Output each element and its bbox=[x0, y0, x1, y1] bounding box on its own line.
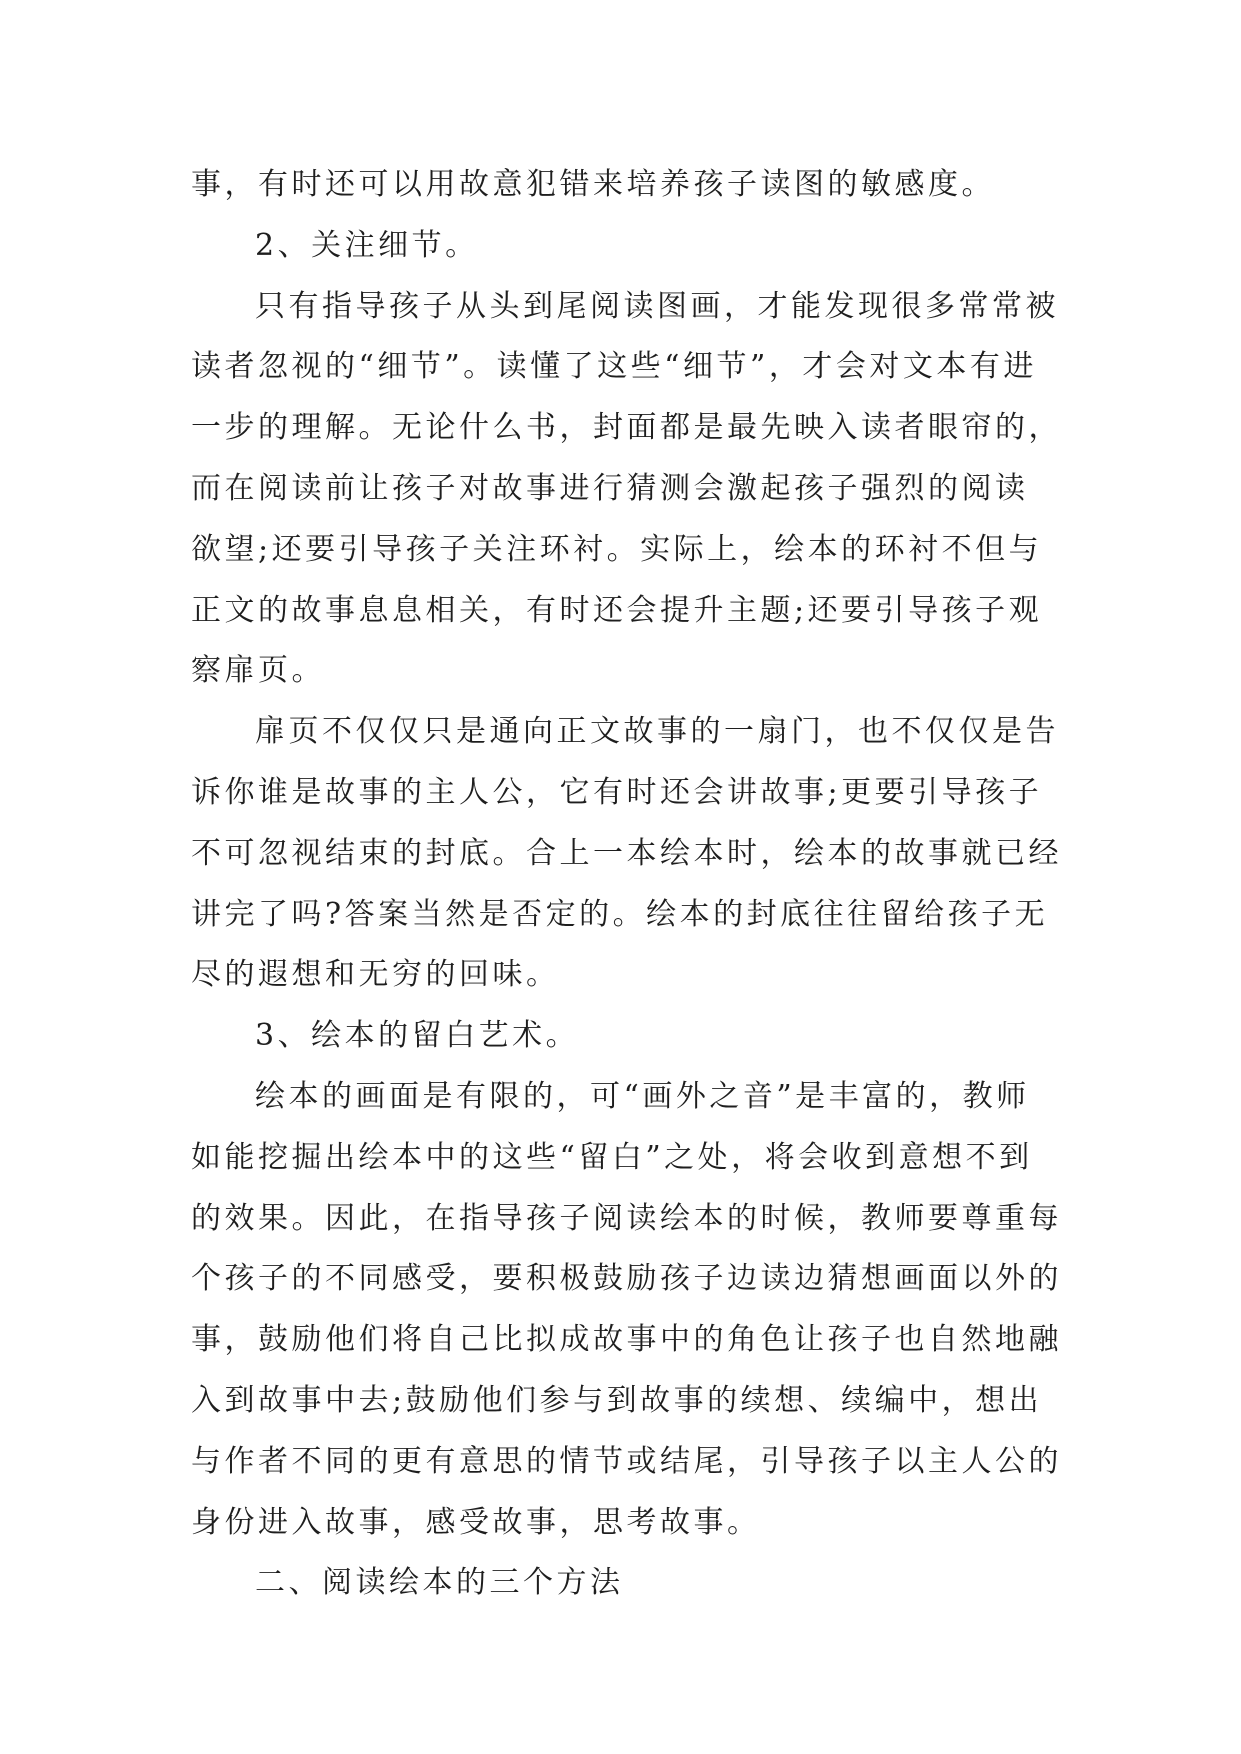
text-line: 察扉页。 bbox=[191, 653, 325, 689]
text-line: 入到故事中去;鼓励他们参与到故事的续想、续编中，想出 bbox=[191, 1382, 1043, 1418]
text-line: 而在阅读前让孩子对故事进行猜测会激起孩子强烈的阅读 bbox=[191, 470, 1029, 506]
text-line: 的效果。因此，在指导孩子阅读绘本的时候，教师要尊重每 bbox=[191, 1200, 1062, 1236]
text-line: 个孩子的不同感受，要积极鼓励孩子边读边猜想画面以外的 bbox=[191, 1261, 1062, 1297]
text-line: 扉页不仅仅只是通向正文故事的一扇门，也不仅仅是告 bbox=[255, 714, 1059, 750]
text-line: 与作者不同的更有意思的情节或结尾，引导孩子以主人公的 bbox=[191, 1443, 1062, 1479]
text-line: 事，有时还可以用故意犯错来培养孩子读图的敏感度。 bbox=[191, 167, 995, 202]
text-line: 读者忽视的“细节”。读懂了这些“细节”，才会对文本有进 bbox=[191, 349, 1037, 385]
text-line: 只有指导孩子从头到尾阅读图画，才能发现很多常常被 bbox=[255, 288, 1059, 324]
text-line: 一步的理解。无论什么书，封面都是最先映入读者眼帘的， bbox=[191, 410, 1062, 446]
text-line: 3、绘本的留白艺术。 bbox=[255, 1018, 580, 1054]
text-line: 正文的故事息息相关，有时还会提升主题;还要引导孩子观 bbox=[191, 592, 1043, 628]
text-line: 尽的遐想和无穷的回味。 bbox=[191, 957, 560, 993]
text-line: 诉你谁是故事的主人公，它有时还会讲故事;更要引导孩子 bbox=[191, 774, 1043, 810]
document-body bbox=[191, 155, 1071, 1614]
text-line: 绘本的画面是有限的，可“画外之音”是丰富的，教师 bbox=[255, 1078, 1030, 1114]
text-line: 如能挖掘出绘本中的这些“留白”之处，将会收到意想不到 bbox=[191, 1139, 1033, 1175]
text-line: 不可忽视结束的封底。合上一本绘本时，绘本的故事就已经 bbox=[191, 835, 1062, 871]
text-line: 事，鼓励他们将自己比拟成故事中的角色让孩子也自然地融 bbox=[191, 1322, 1062, 1358]
text-line: 二、阅读绘本的三个方法 bbox=[255, 1565, 624, 1601]
text-line: 欲望;还要引导孩子关注环衬。实际上，绘本的环衬不但与 bbox=[191, 531, 1043, 567]
text-line: 讲完了吗?答案当然是否定的。绘本的封底往往留给孩子无 bbox=[191, 896, 1049, 932]
text-line: 身份进入故事，感受故事，思考故事。 bbox=[191, 1504, 761, 1540]
text-line: 2、关注细节。 bbox=[255, 227, 479, 263]
